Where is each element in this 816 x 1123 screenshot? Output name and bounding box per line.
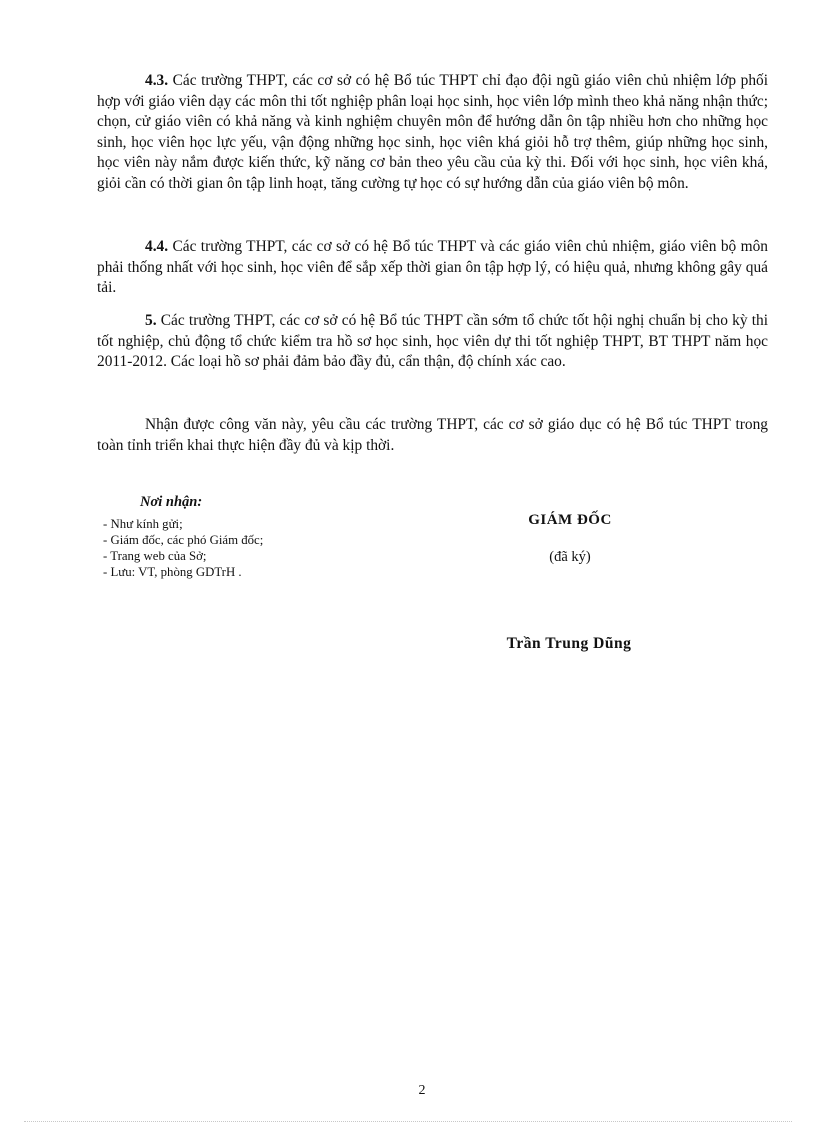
section-number: 5. [145,312,157,329]
signature-block [470,512,670,653]
section-text: Các trường THPT, các cơ sở có hệ Bổ túc THPT cần sớm tổ chức tốt hội nghị chuẩn bị cho kỳ thi tốt nghiệp, chủ động tổ chức kiểm tra hồ sơ học sinh, học viên dự thi tốt nghiệp THPT, BT THPT năm học 2011-2012. Các loại hồ sơ phải đảm bảo đầy đủ, cẩn thận, độ chính xác cao. [97,312,768,370]
page-number: 2 [418,1083,426,1098]
section-text: Các trường THPT, các cơ sở có hệ Bổ túc THPT chỉ đạo đội ngũ giáo viên chủ nhiệm lớp phối hợp với giáo viên dạy các môn thi tốt nghiệp phân loại học sinh, học viên lớp mình theo khả năng nhận thức; chọn, cử giáo viên có khả năng và kinh nghiệm chuyên môn để hướng dẫn ôn tập nhiều hơn cho những học sinh, học viên học lực yếu, vận động những học sinh, học viên khá giỏi hỗ trợ thêm, giúp những học sinh, học viên này nắm được kiến thức, kỹ năng cơ bản theo yêu cầu của kỳ thi. Đối với học sinh, học viên khá, giỏi cần có thời gian ôn tập linh hoạt, tăng cường tự học có sự hướng dẫn của giáo viên bộ môn. [97,72,768,192]
recipient-item: - Trang web của Sở; [103,549,207,563]
signed-status: (đã ký) [549,549,591,565]
closing-paragraph [97,415,768,456]
signer-role: GIÁM ĐỐC [528,512,612,528]
section-text: Các trường THPT, các cơ sở có hệ Bổ túc THPT và các giáo viên chủ nhiệm, giáo viên bộ môn phải thống nhất với học sinh, học viên để sắp xếp thời gian ôn tập hợp lý, có hiệu quả, nhưng không gây quá tải. [97,238,768,296]
section-4-4 [97,237,768,299]
section-5 [97,311,768,373]
recipient-item: - Như kính gửi; [103,517,183,531]
section-4-3 [97,71,768,194]
recipients-title: Nơi nhận: [140,494,203,510]
page-boundary-line [24,1121,792,1122]
recipients-block [103,494,263,580]
recipient-item: - Lưu: VT, phòng GDTrH . [103,565,242,579]
recipient-item: - Giám đốc, các phó Giám đốc; [103,533,264,547]
closing-text: Nhận được công văn này, yêu cầu các trường THPT, các cơ sở giáo dục có hệ Bổ túc THPT trong toàn tỉnh triển khai thực hiện đầy đủ và kịp thời. [97,416,768,454]
section-number: 4.3. [145,72,169,89]
section-number: 4.4. [145,238,169,255]
signer-name: Trần Trung Dũng [506,635,632,652]
